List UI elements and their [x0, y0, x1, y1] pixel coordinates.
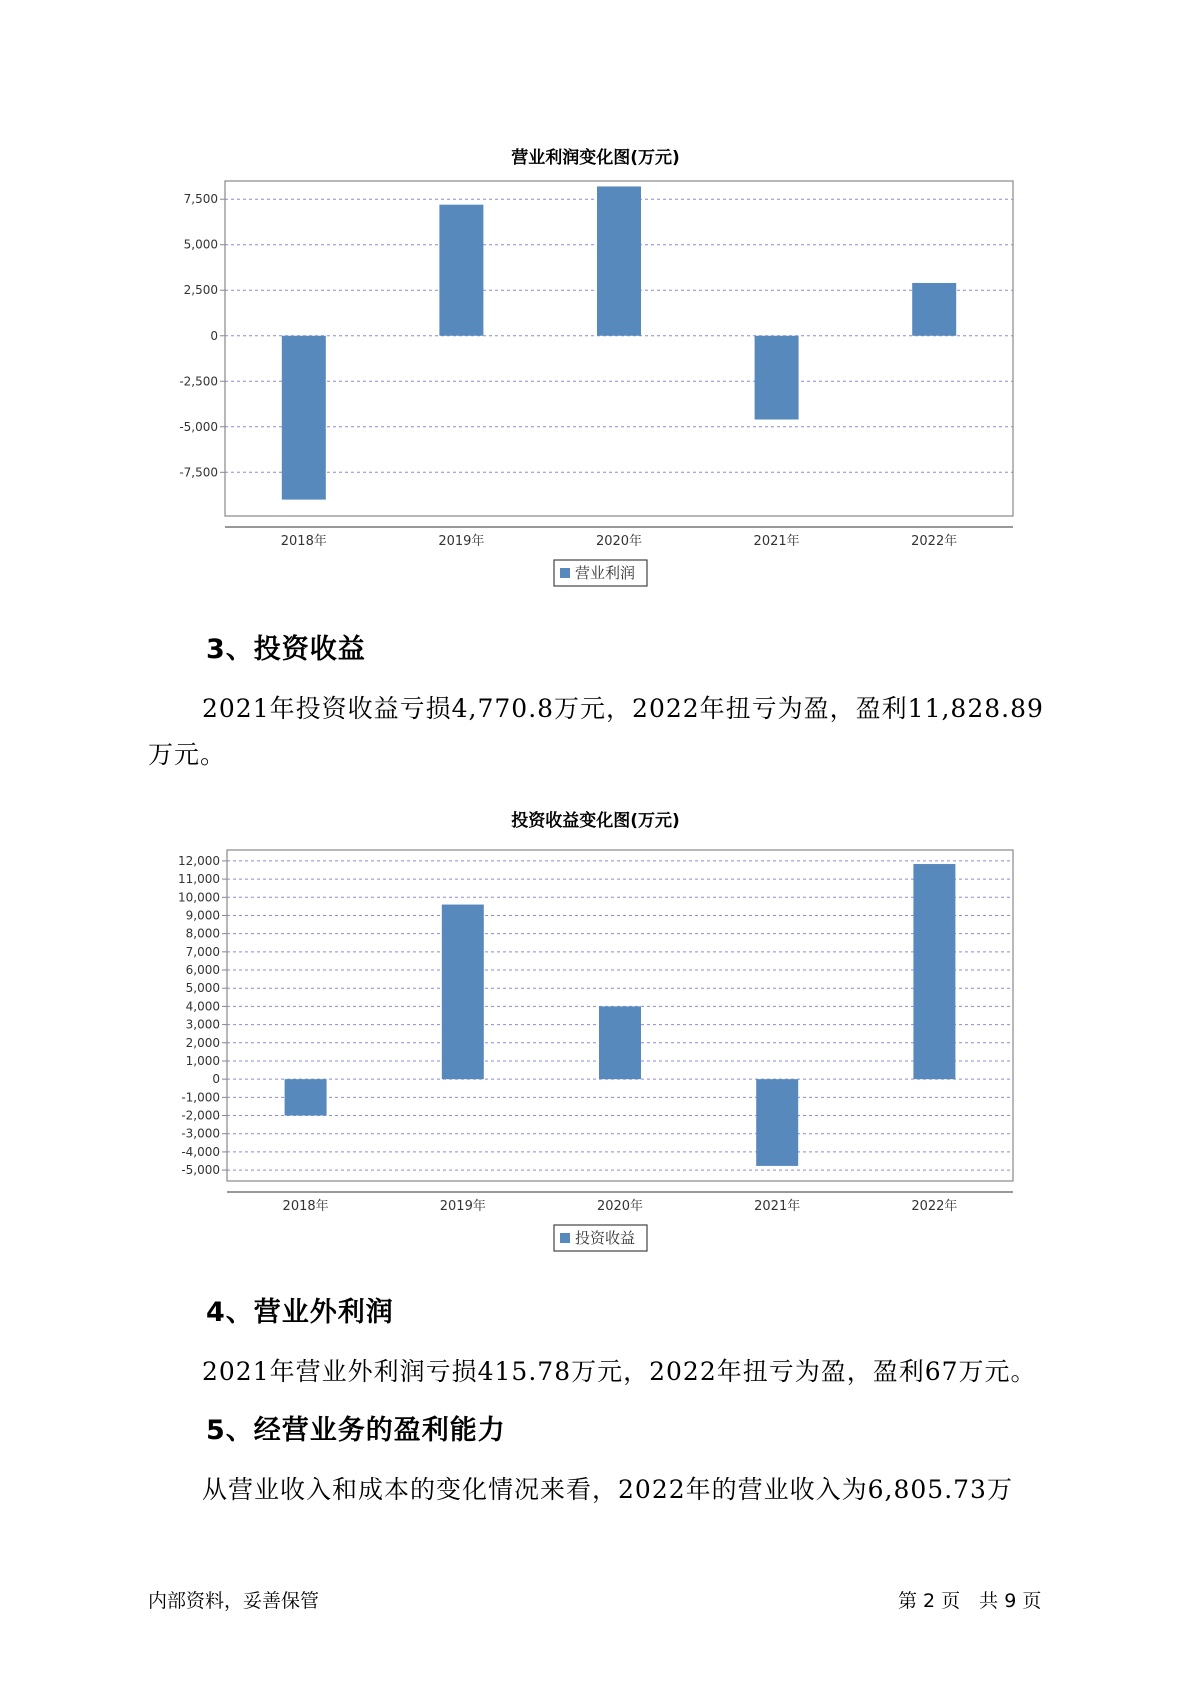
- y-tick-label: 10,000: [178, 890, 220, 905]
- bar: [285, 1079, 327, 1115]
- y-tick-label: 2,000: [185, 1035, 220, 1050]
- y-tick-label: 9,000: [185, 908, 220, 923]
- y-tick-label: 11,000: [178, 872, 220, 887]
- x-tick-label: 2018年: [280, 534, 327, 549]
- x-tick-label: 2022年: [911, 534, 958, 549]
- x-tick-label: 2018年: [282, 1199, 329, 1214]
- bar: [913, 864, 955, 1079]
- footer-confidential-note: 内部资料，妥善保管: [148, 1590, 320, 1612]
- y-tick-label: -5,000: [179, 419, 218, 434]
- x-tick-label: 2021年: [753, 534, 800, 549]
- legend-label: 投资收益: [575, 1229, 636, 1247]
- y-tick-label: -2,500: [179, 374, 218, 389]
- y-tick-label: 2,500: [183, 283, 218, 298]
- bar: [599, 1006, 641, 1079]
- y-tick-label: 6,000: [185, 963, 220, 978]
- legend-label: 营业利润: [575, 564, 636, 582]
- x-tick-label: 2020年: [596, 1199, 644, 1214]
- y-tick-label: -3,000: [181, 1126, 220, 1141]
- section-3-paragraph: 2021年投资收益亏损4,770.8万元，2022年扭亏为盈，盈利11,828.89万元。: [148, 694, 1044, 769]
- y-tick-label: -7,500: [179, 465, 218, 480]
- section-4-paragraph: 2021年营业外利润亏损415.78万元，2022年扭亏为盈，盈利67万元。: [202, 1357, 1037, 1386]
- y-tick-label: 4,000: [185, 999, 220, 1014]
- y-tick-label: -4,000: [181, 1144, 220, 1159]
- legend-swatch: [560, 1233, 570, 1243]
- bar: [442, 905, 484, 1080]
- y-tick-label: -5,000: [181, 1163, 220, 1178]
- y-tick-label: 3,000: [185, 1017, 220, 1032]
- x-tick-label: 2020年: [595, 534, 643, 549]
- y-tick-label: 8,000: [185, 926, 220, 941]
- x-tick-label: 2019年: [439, 1199, 486, 1214]
- y-tick-label: 0: [212, 1072, 220, 1087]
- y-tick-label: 12,000: [178, 853, 220, 868]
- chart1-title: 营业利润变化图(万元): [511, 148, 680, 168]
- y-tick-label: 0: [210, 328, 218, 343]
- x-tick-label: 2022年: [911, 1199, 958, 1214]
- y-tick-label: 7,000: [185, 944, 220, 959]
- y-tick-label: -1,000: [181, 1090, 220, 1105]
- y-tick-label: 5,000: [183, 237, 218, 252]
- y-tick-label: 1,000: [185, 1053, 220, 1068]
- x-tick-label: 2019年: [438, 534, 485, 549]
- y-tick-label: -2,000: [181, 1108, 220, 1123]
- x-tick-label: 2021年: [754, 1199, 801, 1214]
- y-tick-label: 7,500: [183, 192, 218, 207]
- bar: [756, 1079, 798, 1166]
- section-3-heading: 3、投资收益: [206, 634, 366, 665]
- section-5-heading: 5、经营业务的盈利能力: [206, 1415, 506, 1446]
- chart2-title: 投资收益变化图(万元): [511, 811, 680, 831]
- section-5-paragraph: 从营业收入和成本的变化情况来看，2022年的营业收入为6,805.73万: [202, 1475, 1013, 1504]
- y-tick-label: 5,000: [185, 981, 220, 996]
- section-4-heading: 4、营业外利润: [206, 1297, 394, 1328]
- footer-page-number: 第 2 页 共 9 页: [898, 1590, 1042, 1612]
